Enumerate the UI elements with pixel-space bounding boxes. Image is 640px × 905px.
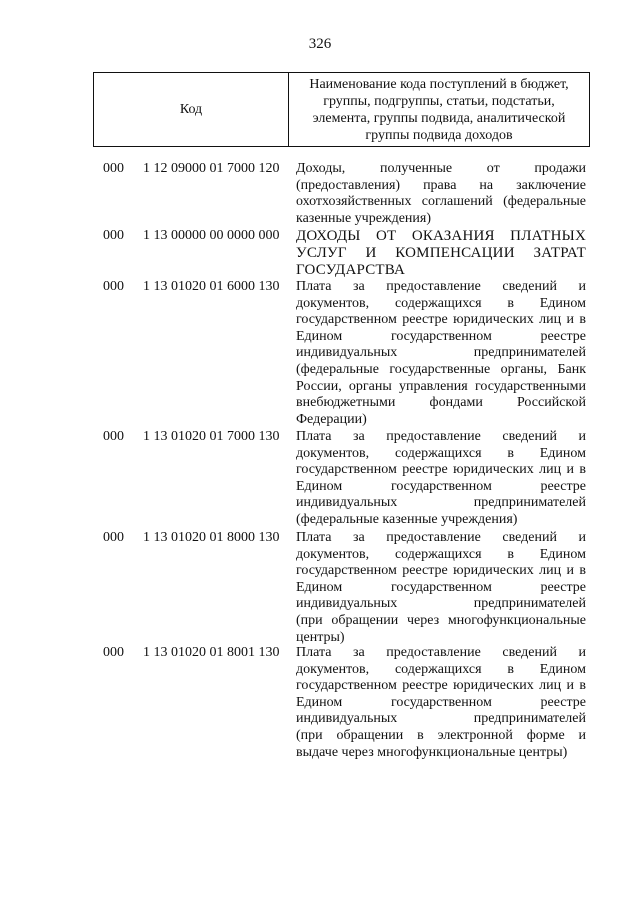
description-line: документов, содержащихся в Едином	[296, 661, 586, 677]
description-line: Доходы, полученные от продажи	[296, 161, 586, 176]
description-line: Едином государственном реестре	[296, 579, 586, 595]
description-line: индивидуальных предпринимателей	[296, 495, 586, 511]
description-line: ДОХОДЫ ОТ ОКАЗАНИЯ ПЛАТНЫХ	[296, 228, 586, 244]
header-name-line: группы подвида доходов	[365, 127, 513, 143]
revenue-code: 1 13 01020 01 8000 130	[143, 530, 280, 545]
description-line: (при обращении в электронной форме и	[296, 727, 586, 743]
description-line: (предоставления) права на заключение	[296, 177, 586, 193]
description-line: государственном реестре юридических лиц и в	[296, 312, 586, 328]
revenue-description	[296, 530, 586, 646]
description-line: документов, содержащихся в Едином	[296, 546, 586, 562]
description-line: государственном реестре юридических лиц и в	[296, 563, 586, 579]
description-line: государственном реестре юридических лиц и в	[296, 462, 586, 478]
revenue-code: 1 13 00000 00 0000 000	[143, 228, 280, 243]
revenue-code: 1 13 01020 01 6000 130	[143, 279, 280, 294]
description-line: индивидуальных предпринимателей	[296, 345, 586, 361]
description-line: документов, содержащихся в Едином	[296, 295, 586, 311]
header-name-line: группы, подгруппы, статьи, подстатьи,	[323, 93, 555, 109]
description-line: Федерации)	[296, 411, 367, 427]
header-code-cell: Код	[94, 73, 289, 147]
description-line: Едином государственном реестре	[296, 478, 586, 494]
header-name-line: элемента, группы подвида, аналитической	[312, 110, 566, 126]
description-line: России, органы управления государственными	[296, 378, 586, 394]
description-line: УСЛУГ И КОМПЕНСАЦИИ ЗАТРАТ	[296, 245, 586, 261]
description-line: ГОСУДАРСТВА	[296, 262, 406, 278]
description-line: Едином государственном реестре	[296, 328, 586, 344]
description-line: государственном реестре юридических лиц и в	[296, 678, 586, 694]
revenue-description	[296, 279, 586, 428]
revenue-description	[296, 228, 586, 279]
table-header	[93, 72, 590, 147]
revenue-code: 1 12 09000 01 7000 120	[143, 161, 280, 176]
revenue-code: 1 13 01020 01 8001 130	[143, 645, 280, 660]
description-line: Плата за предоставление сведений и	[296, 279, 586, 294]
description-line: Плата за предоставление сведений и	[296, 645, 586, 660]
description-line: внебюджетными фондами Российской	[296, 395, 586, 411]
description-line: (федеральные государственные органы, Банк	[296, 361, 586, 377]
header-name-line: Наименование кода поступлений в бюджет,	[309, 76, 569, 92]
description-line: Едином государственном реестре	[296, 694, 586, 710]
header-name-cell	[289, 73, 590, 147]
description-line: (федеральные казенные учреждения)	[296, 511, 518, 527]
page-number: 326	[308, 36, 332, 52]
description-line: выдаче через многофункциональные центры)	[296, 744, 568, 760]
admin-code: 000	[103, 429, 124, 444]
description-line: охотхозяйственных соглашений (федеральные	[296, 194, 586, 210]
admin-code: 000	[103, 161, 124, 176]
description-line: Плата за предоставление сведений и	[296, 530, 586, 545]
description-line: Плата за предоставление сведений и	[296, 429, 586, 444]
revenue-code: 1 13 01020 01 7000 130	[143, 429, 280, 444]
description-line: индивидуальных предпринимателей	[296, 711, 586, 727]
admin-code: 000	[103, 645, 124, 660]
revenue-description	[296, 645, 586, 761]
admin-code: 000	[103, 530, 124, 545]
description-line: индивидуальных предпринимателей	[296, 596, 586, 612]
description-line: казенные учреждения)	[296, 210, 432, 226]
description-line: документов, содержащихся в Едином	[296, 445, 586, 461]
description-line: (при обращении через многофункциональные	[296, 612, 586, 628]
admin-code: 000	[103, 279, 124, 294]
admin-code: 000	[103, 228, 124, 243]
revenue-description	[296, 429, 586, 529]
revenue-description	[296, 161, 586, 227]
description-line: центры)	[296, 629, 345, 645]
